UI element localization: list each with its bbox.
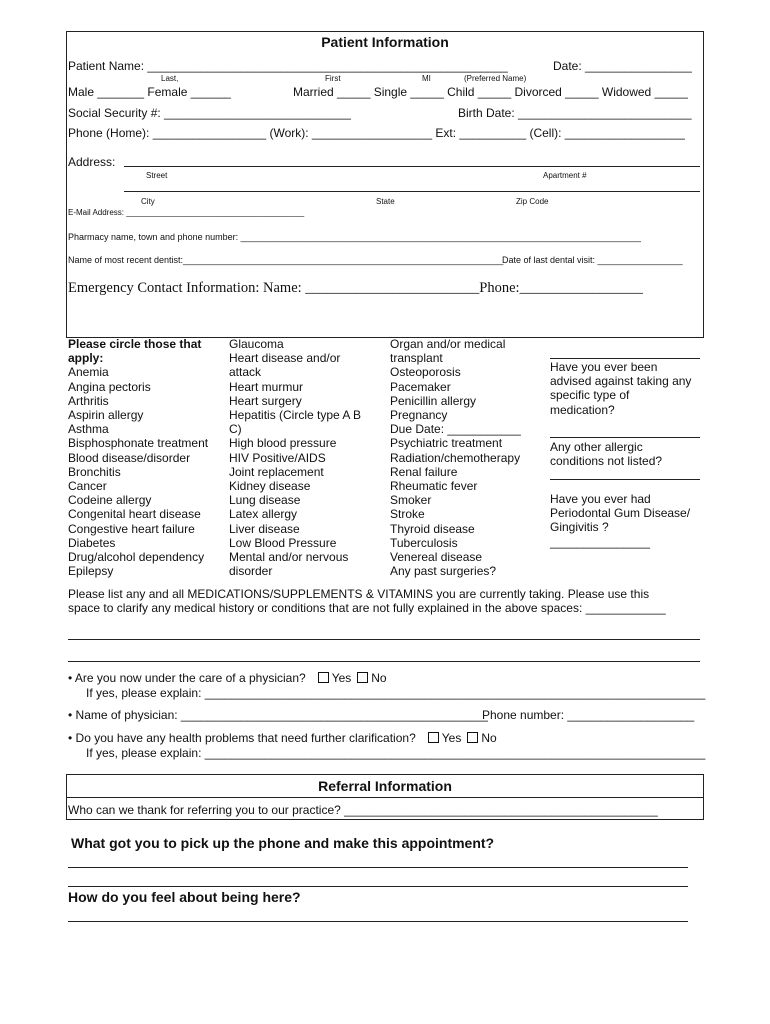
condition-item[interactable]: Anemia — [68, 365, 109, 380]
condition-item[interactable]: transplant — [390, 351, 443, 366]
advised-question-line: advised against taking any — [550, 374, 692, 389]
physician-care-text: • Are you now under the care of a physician? — [68, 671, 306, 685]
condition-item[interactable]: disorder — [229, 564, 273, 579]
circle-instruction: Please circle those that — [68, 337, 202, 351]
gender-field[interactable]: Male _______ Female ______ — [68, 85, 231, 99]
no-label: No — [481, 731, 497, 745]
condition-item[interactable]: Smoker — [390, 493, 432, 508]
email-field[interactable]: E-Mail Address: ________________________________________ — [68, 208, 305, 217]
yes-label: Yes — [441, 731, 462, 745]
condition-item[interactable]: Asthma — [68, 422, 109, 437]
condition-item[interactable]: Radiation/chemotherapy — [390, 450, 521, 465]
condition-item[interactable]: Osteoporosis — [390, 365, 461, 380]
date-field[interactable]: Date: ________________ — [553, 59, 692, 73]
condition-item[interactable]: Cancer — [68, 479, 107, 494]
condition-item[interactable]: Pacemaker — [390, 379, 451, 394]
condition-item[interactable]: Tuberculosis — [390, 535, 458, 550]
circle-instruction-cont: apply: — [68, 351, 104, 366]
condition-item[interactable]: High blood pressure — [229, 436, 337, 451]
condition-item[interactable]: Drug/alcohol dependency — [68, 550, 205, 565]
apartment-label: Apartment # — [543, 171, 587, 180]
condition-item[interactable]: Blood disease/disorder — [68, 450, 191, 465]
condition-item[interactable]: Bronchitis — [68, 464, 121, 479]
condition-item[interactable]: Congestive heart failure — [68, 521, 195, 536]
condition-item[interactable]: C) — [229, 422, 242, 437]
condition-item[interactable]: Heart surgery — [229, 393, 302, 408]
last-dental-visit-field[interactable]: Date of last dental visit: _________________ — [502, 255, 683, 265]
medications-instructions: Please list any and all MEDICATIONS/SUPPLEMENTS & VITAMINS you are currently taking. Please use this — [68, 587, 650, 601]
conditions-column-2 — [229, 337, 361, 578]
condition-item[interactable]: Heart murmur — [229, 379, 304, 394]
state-label: State — [376, 197, 395, 206]
advised-question-line: specific type of — [550, 388, 630, 403]
condition-item[interactable]: Joint replacement — [229, 464, 324, 479]
gum-question-line: Gingivitis ? — [550, 520, 609, 535]
no-checkbox[interactable] — [467, 732, 478, 743]
condition-item[interactable]: Arthritis — [68, 393, 109, 408]
advised-question-line: Have you ever been — [550, 360, 658, 374]
physician-name-field[interactable]: • Name of physician: ______________________________________________ — [68, 708, 488, 722]
allergic-question-line: conditions not listed? — [550, 454, 663, 469]
patient-info-title: Patient Information — [321, 34, 449, 50]
ssn-field[interactable]: Social Security #: ____________________________ — [68, 106, 351, 120]
birth-date-field[interactable]: Birth Date: __________________________ — [458, 106, 692, 120]
phone-field[interactable]: Phone (Home): _________________ (Work): __________________ Ext: __________ (Cell): __________________ — [68, 126, 685, 140]
condition-item[interactable]: Penicillin allergy — [390, 393, 477, 408]
referral-question-field[interactable]: Who can we thank for referring you to our practice? _______________________________________________ — [68, 803, 658, 817]
gum-disease-question — [550, 492, 690, 549]
no-label: No — [371, 671, 387, 685]
conditions-column-3 — [390, 337, 521, 578]
condition-item[interactable]: Bisphosphonate treatment — [68, 436, 209, 451]
physician-care-question — [68, 671, 387, 685]
sub-label-last: Last, — [161, 74, 179, 83]
advised-question — [550, 360, 691, 417]
city-label: City — [141, 197, 155, 206]
yes-checkbox[interactable] — [318, 672, 329, 683]
condition-item[interactable]: HIV Positive/AIDS — [229, 450, 326, 465]
condition-item[interactable]: Psychiatric treatment — [390, 436, 503, 451]
feelings-question: How do you feel about being here? — [68, 889, 301, 905]
emergency-contact-field[interactable]: Emergency Contact Information: Name: ________________________Phone:_________________ — [68, 280, 643, 296]
condition-item[interactable]: Venereal disease — [390, 550, 483, 565]
no-checkbox[interactable] — [357, 672, 368, 683]
address-label: Address: — [68, 155, 116, 169]
patient-name-field[interactable]: Patient Name: ______________________________________________________ — [68, 59, 508, 73]
address-street-line[interactable] — [124, 166, 700, 167]
condition-item[interactable]: Rheumatic fever — [390, 479, 478, 494]
condition-item[interactable]: Organ and/or medical — [390, 337, 506, 351]
condition-item[interactable]: Heart disease and/or — [229, 351, 341, 366]
marital-status-field[interactable]: Married _____ Single _____ Child _____ Divorced _____ Widowed _____ — [293, 85, 688, 99]
condition-item[interactable]: Liver disease — [229, 521, 300, 536]
health-problems-text: • Do you have any health problems that need further clarification? — [68, 731, 416, 745]
health-explain-field[interactable]: If yes, please explain: ___________________________________________________________________________ — [86, 746, 706, 760]
condition-item[interactable]: Kidney disease — [229, 479, 311, 494]
allergic-question — [550, 440, 662, 468]
condition-item[interactable]: attack — [229, 365, 262, 380]
sub-label-preferred: (Preferred Name) — [464, 74, 527, 83]
condition-item[interactable]: Due Date: ___________ — [390, 422, 521, 437]
referral-title: Referral Information — [318, 778, 452, 794]
appointment-reason-line[interactable] — [68, 867, 688, 868]
address-city-line[interactable] — [124, 191, 700, 192]
condition-item[interactable]: Latex allergy — [229, 507, 298, 522]
street-label: Street — [146, 171, 168, 180]
recent-dentist-field[interactable]: Name of most recent dentist:________________________________________________________________ — [68, 255, 504, 265]
health-problems-question — [68, 731, 497, 745]
condition-item[interactable]: Diabetes — [68, 535, 116, 550]
advised-answer-line[interactable] — [550, 437, 700, 438]
condition-item[interactable]: Stroke — [390, 507, 425, 522]
feelings-line[interactable] — [68, 921, 688, 922]
pharmacy-field[interactable]: Pharmacy name, town and phone number: ________________________________________________________________________________ — [68, 232, 642, 242]
allergic-question-line: Any other allergic — [550, 440, 643, 454]
condition-item[interactable]: Mental and/or nervous — [229, 550, 349, 565]
gum-question-line: Have you ever had — [550, 492, 651, 506]
condition-item[interactable]: Hepatitis (Circle type A B — [229, 408, 362, 423]
condition-item[interactable]: Aspirin allergy — [68, 408, 144, 423]
gum-answer-blank[interactable]: _______________ — [550, 534, 651, 549]
physician-phone-field[interactable]: Phone number: ___________________ — [482, 708, 695, 722]
condition-item[interactable]: Low Blood Pressure — [229, 535, 337, 550]
condition-item[interactable]: Lung disease — [229, 493, 301, 508]
condition-item[interactable]: Thyroid disease — [390, 521, 475, 536]
condition-item[interactable]: Angina pectoris — [68, 379, 151, 394]
condition-item[interactable]: Pregnancy — [390, 408, 448, 423]
sub-label-first: First — [325, 74, 341, 83]
condition-item[interactable]: Renal failure — [390, 464, 458, 479]
condition-item[interactable]: Glaucoma — [229, 337, 284, 351]
yes-checkbox[interactable] — [428, 732, 439, 743]
advised-question-line: medication? — [550, 402, 615, 417]
condition-item[interactable]: Epilepsy — [68, 564, 114, 579]
conditions-column-1 — [68, 337, 208, 578]
medications-instructions-cont[interactable]: space to clarify any medical history or conditions that are not fully explained in the above spaces: ____________ — [68, 601, 666, 615]
zip-label: Zip Code — [516, 197, 549, 206]
yes-label: Yes — [331, 671, 352, 685]
condition-item[interactable]: Any past surgeries? — [390, 564, 497, 579]
gum-question-line: Periodontal Gum Disease/ — [550, 506, 691, 521]
medications-line[interactable] — [68, 639, 700, 640]
referral-divider — [66, 797, 704, 798]
appointment-reason-line[interactable] — [68, 886, 688, 887]
medications-line[interactable] — [68, 661, 700, 662]
condition-item[interactable]: Congenital heart disease — [68, 507, 201, 522]
physician-explain-field[interactable]: If yes, please explain: ___________________________________________________________________________ — [86, 686, 706, 700]
condition-item[interactable]: Codeine allergy — [68, 493, 152, 508]
appointment-reason-question: What got you to pick up the phone and make this appointment? — [71, 835, 495, 851]
sub-label-mi: MI — [422, 74, 431, 83]
allergic-answer-line[interactable] — [550, 479, 700, 480]
advised-answer-line-top[interactable] — [550, 358, 700, 359]
